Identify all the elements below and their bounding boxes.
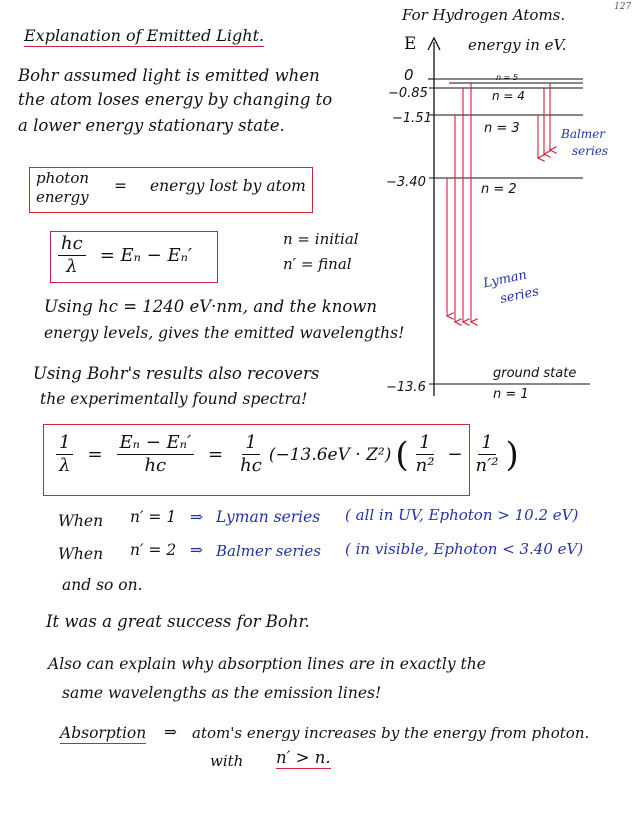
absorption-label: Absorption <box>60 724 147 742</box>
lyman-label-2: series <box>498 284 541 307</box>
lyman-label-1: Lyman <box>481 267 529 292</box>
success-line: It was a great success for Bohr. <box>46 612 310 631</box>
diagram-title: For Hydrogen Atoms. <box>402 6 566 24</box>
level-label-0: 0 <box>404 66 414 84</box>
level-label-340: −3.40 <box>386 175 426 190</box>
n4-label: n = 4 <box>492 89 525 103</box>
balmer-label-2: series <box>572 144 609 158</box>
lyman-series-label: Lyman series <box>216 508 321 526</box>
balmer-series-label: Balmer series <box>216 542 321 560</box>
using-line-1: Using hc = 1240 eV·nm, and the known <box>44 297 378 316</box>
cond-1: n′ = 1 <box>130 508 177 526</box>
photon-equals: = <box>114 177 127 195</box>
frac-num-b: 1 <box>478 433 495 455</box>
equals-2: = <box>208 444 224 466</box>
frac-den-hc: hc <box>144 454 167 476</box>
intro-line-3: a lower energy stationary state. <box>18 116 285 135</box>
cond-2: n′ = 2 <box>130 541 177 559</box>
level-label-151: −1.51 <box>392 111 432 126</box>
frac-num-energy: Eₙ − Eₙ′ <box>117 433 194 455</box>
and-so-on: and so on. <box>62 576 143 594</box>
note-n-final: n′ = final <box>283 255 352 273</box>
absorption-arrow: ⇒ <box>164 723 177 741</box>
balmer-label-1: Balmer <box>561 127 606 141</box>
absorption-line-2: same wavelengths as the emission lines! <box>62 684 382 702</box>
absorption-with: with <box>210 752 244 770</box>
photon-label-1: photon <box>36 169 90 187</box>
n5-label: n = 5 <box>496 73 518 82</box>
energy-difference: = Eₙ − Eₙ′ <box>99 245 192 267</box>
photon-energy-lost: energy lost by atom <box>150 177 306 195</box>
note-n-initial: n = initial <box>283 230 359 248</box>
level-label-085: −0.85 <box>388 86 428 101</box>
paren-open: ( <box>395 434 409 475</box>
arrow-2: ⇒ <box>190 541 203 559</box>
absorption-condition: n′ > n. <box>276 748 331 767</box>
frac-den-hc-2: hc <box>240 454 262 476</box>
intro-line-2: the atom loses energy by changing to <box>18 90 333 109</box>
frac-den-lambda: λ <box>59 454 71 476</box>
arrow-1: ⇒ <box>190 508 203 526</box>
paren-close: ) <box>505 434 519 475</box>
hc-numerator: hc <box>58 234 86 256</box>
n1-label: n = 1 <box>493 387 529 402</box>
using-line-2: energy levels, gives the emitted wavelengths! <box>44 324 405 342</box>
frac-num-1: 1 <box>56 433 73 455</box>
frac-num-a: 1 <box>416 433 433 455</box>
intro-line-1: Bohr assumed light is emitted when <box>18 66 320 85</box>
lambda-denominator: λ <box>66 255 78 277</box>
equals-1: = <box>87 444 103 466</box>
n2-label: n = 2 <box>481 182 517 197</box>
unit-label: energy in eV. <box>468 36 567 54</box>
when-2: When <box>58 545 104 563</box>
using-line-4: the experimentally found spectra! <box>40 390 308 408</box>
absorption-text: atom's energy increases by the energy from photon. <box>192 724 590 742</box>
using-line-3: Using Bohr's results also recovers <box>33 364 320 383</box>
absorption-line-1: Also can explain why absorption lines are in exactly the <box>48 655 486 673</box>
minus-sign: − <box>447 444 463 466</box>
axis-label-e: E <box>404 34 417 54</box>
balmer-detail: ( in visible, Ephoton < 3.40 eV) <box>345 540 584 558</box>
level-label-136: −13.6 <box>386 380 426 395</box>
frac-num-one: 1 <box>242 433 259 455</box>
page-number: 127 <box>614 2 632 12</box>
frac-den-n2: n² <box>415 454 435 476</box>
page-title: Explanation of Emitted Light. <box>24 26 265 45</box>
photon-label-2: energy <box>36 188 89 206</box>
lyman-detail: ( all in UV, Ephoton > 10.2 eV) <box>345 506 579 524</box>
ground-state-label: ground state <box>493 366 577 381</box>
n3-label: n = 3 <box>484 121 520 136</box>
rydberg-term: (−13.6eV · Z²) <box>268 444 392 465</box>
when-1: When <box>58 512 104 530</box>
frac-den-nprime2: n′² <box>475 454 499 476</box>
